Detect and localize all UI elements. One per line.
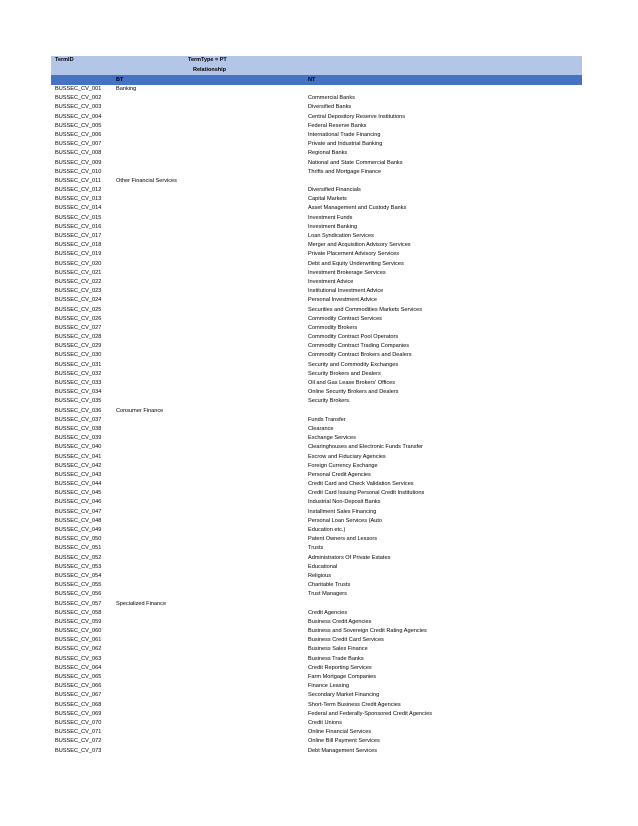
term-id-cell: BUSSEC_CV_050 xyxy=(55,536,102,543)
term-id-cell: BUSSEC_CV_067 xyxy=(55,692,102,699)
table-row xyxy=(51,600,582,609)
nt-cell: Debt Management Services xyxy=(308,747,378,754)
nt-cell: Charitable Trusts xyxy=(308,582,351,589)
nt-cell: Commodity Contract Brokers and Dealers xyxy=(308,352,412,359)
term-id-cell: BUSSEC_CV_044 xyxy=(55,481,102,488)
table-row xyxy=(51,544,582,553)
nt-cell: Credit Card and Check Validation Services xyxy=(308,481,414,488)
term-id-cell: BUSSEC_CV_045 xyxy=(55,490,102,497)
table-row xyxy=(51,618,582,627)
term-id-cell: BUSSEC_CV_058 xyxy=(55,609,102,616)
nt-cell: Escrow and Fiduciary Agencies xyxy=(308,453,386,460)
table-row xyxy=(51,517,582,526)
table-row xyxy=(51,554,582,563)
term-id-cell: BUSSEC_CV_054 xyxy=(55,572,102,579)
nt-cell: Commodity Contract Services xyxy=(308,315,382,322)
nt-cell: Installment Sales Financing xyxy=(308,508,377,515)
bt-cell: Banking xyxy=(116,86,137,92)
term-id-cell: BUSSEC_CV_038 xyxy=(55,425,102,432)
nt-cell: Credit Reporting Services xyxy=(308,664,372,671)
table-row xyxy=(51,287,582,296)
table-row xyxy=(51,655,582,664)
term-id-cell: BUSSEC_CV_020 xyxy=(55,260,102,267)
nt-header: NT xyxy=(308,77,316,83)
term-id-cell: BUSSEC_CV_009 xyxy=(55,159,102,166)
nt-cell: Trusts xyxy=(308,545,324,552)
term-id-cell: BUSSEC_CV_010 xyxy=(55,168,102,175)
term-id-cell: BUSSEC_CV_056 xyxy=(55,591,102,598)
nt-cell: Private and Industrial Banking xyxy=(308,141,383,148)
table-row xyxy=(51,535,582,544)
nt-cell: Business Sales Finance xyxy=(308,646,368,653)
nt-cell: Credit Card Issuing Personal Credit Institutions xyxy=(308,490,425,497)
table-row xyxy=(51,719,582,728)
nt-cell: Regional Banks xyxy=(308,150,348,157)
nt-cell: Debt and Equity Underwriting Services xyxy=(308,260,404,267)
nt-cell: Commodity Brokers xyxy=(308,324,358,331)
term-id-cell: BUSSEC_CV_055 xyxy=(55,582,102,589)
term-id-cell: BUSSEC_CV_052 xyxy=(55,554,102,561)
nt-cell: Investment Brokerage Services xyxy=(308,269,386,276)
term-id-cell: BUSSEC_CV_047 xyxy=(55,508,102,515)
nt-cell: Short-Term Business Credit Agencies xyxy=(308,701,401,708)
nt-cell: Credit Agencies xyxy=(308,609,348,616)
nt-cell: Capital Markets xyxy=(308,196,347,203)
nt-cell: Business Credit Card Services xyxy=(308,637,384,644)
term-id-cell: BUSSEC_CV_039 xyxy=(55,435,102,442)
bt-cell: Consumer Finance xyxy=(116,407,164,414)
term-id-cell: BUSSEC_CV_070 xyxy=(55,719,102,726)
table-row xyxy=(51,563,582,572)
nt-cell: Institutional Investment Advice xyxy=(308,288,384,295)
nt-cell: Industrial Non-Deposit Banks xyxy=(308,499,381,506)
table-row xyxy=(51,590,582,599)
table-row xyxy=(51,85,582,94)
table-row xyxy=(51,645,582,654)
nt-cell: Investment Funds xyxy=(308,214,353,221)
table-row xyxy=(51,342,582,351)
table-row xyxy=(51,489,582,498)
table-row xyxy=(51,627,582,636)
termtype-header: TermType = PT xyxy=(188,57,227,63)
term-id-cell: BUSSEC_CV_008 xyxy=(55,150,102,157)
table-row xyxy=(51,581,582,590)
relationship-header: Relationship xyxy=(193,67,227,73)
table-row xyxy=(51,260,582,269)
term-id-cell: BUSSEC_CV_043 xyxy=(55,471,102,478)
nt-cell: National and State Commercial Banks xyxy=(308,159,403,166)
nt-cell: Funds Transfer xyxy=(308,416,346,423)
table-row xyxy=(51,691,582,700)
term-id-cell: BUSSEC_CV_041 xyxy=(55,453,102,460)
table-row xyxy=(51,682,582,691)
nt-cell: Online Security Brokers and Dealers xyxy=(308,389,399,396)
term-id-cell: BUSSEC_CV_029 xyxy=(55,343,102,350)
nt-cell: Business Trade Banks xyxy=(308,655,364,662)
term-id-cell: BUSSEC_CV_033 xyxy=(55,380,102,386)
table-row xyxy=(51,232,582,241)
nt-cell: Central Depository Reserve Institutions xyxy=(308,113,406,120)
term-id-cell: BUSSEC_CV_051 xyxy=(55,545,102,552)
term-id-cell: BUSSEC_CV_013 xyxy=(55,196,102,203)
term-id-cell: BUSSEC_CV_032 xyxy=(55,370,102,377)
table-row xyxy=(51,728,582,737)
term-id-cell: BUSSEC_CV_042 xyxy=(55,462,102,469)
term-id-cell: BUSSEC_CV_004 xyxy=(55,113,102,120)
table-row xyxy=(51,168,582,177)
term-id-cell: BUSSEC_CV_061 xyxy=(55,637,102,644)
table-row xyxy=(51,397,582,406)
nt-cell: Oil and Gas Lease Brokers' Offices xyxy=(308,380,396,386)
table-row xyxy=(51,710,582,719)
table-row xyxy=(51,425,582,434)
term-id-cell: BUSSEC_CV_002 xyxy=(55,95,102,102)
table-row xyxy=(51,306,582,315)
term-id-cell: BUSSEC_CV_036 xyxy=(55,407,102,414)
nt-cell: Online Financial Services xyxy=(308,729,372,736)
table-row xyxy=(51,407,582,416)
table-row xyxy=(51,673,582,682)
term-id-cell: BUSSEC_CV_034 xyxy=(55,389,102,396)
table-row xyxy=(51,149,582,158)
term-id-cell: BUSSEC_CV_068 xyxy=(55,701,102,708)
nt-cell: Personal Loan Services (Auto xyxy=(308,517,383,524)
nt-cell: Federal and Federally-Sponsored Credit Agencies xyxy=(308,710,433,717)
table-row xyxy=(51,370,582,379)
table-row xyxy=(51,140,582,149)
bt-cell: Specialized Finance xyxy=(116,600,167,607)
term-id-cell: BUSSEC_CV_015 xyxy=(55,214,102,221)
nt-cell: Patent Owners and Lessors xyxy=(308,536,378,543)
term-id-cell: BUSSEC_CV_012 xyxy=(55,187,102,194)
table-row xyxy=(51,508,582,517)
table-row xyxy=(51,186,582,195)
nt-cell: Diversified Banks xyxy=(308,104,352,111)
term-id-cell: BUSSEC_CV_027 xyxy=(55,324,102,331)
nt-cell: Credit Unions xyxy=(308,719,342,726)
table-row xyxy=(51,609,582,618)
nt-cell: Trust Managers xyxy=(308,591,347,598)
term-id-cell: BUSSEC_CV_023 xyxy=(55,288,102,295)
term-id-cell: BUSSEC_CV_001 xyxy=(55,86,102,92)
nt-cell: Asset Management and Custody Banks xyxy=(308,205,407,212)
nt-cell: Diversified Financials xyxy=(308,187,361,194)
nt-cell: Educational xyxy=(308,563,338,570)
nt-cell: Farm Mortgage Companies xyxy=(308,674,377,680)
table-row xyxy=(51,131,582,140)
term-id-cell: BUSSEC_CV_046 xyxy=(55,499,102,506)
nt-cell: Personal Investment Advice xyxy=(308,297,378,304)
nt-cell: Business and Sovereign Credit Rating Agencies xyxy=(308,628,427,635)
header-row-3 xyxy=(51,75,582,85)
term-id-cell: BUSSEC_CV_014 xyxy=(55,205,102,212)
term-id-cell: BUSSEC_CV_007 xyxy=(55,141,102,148)
term-id-cell: BUSSEC_CV_016 xyxy=(55,223,102,230)
table-row xyxy=(51,214,582,223)
thesaurus-table xyxy=(51,56,582,756)
table-row xyxy=(51,526,582,535)
nt-cell: Administrators Of Private Estates xyxy=(308,554,391,561)
nt-cell: Commercial Banks xyxy=(308,95,355,102)
term-id-cell: BUSSEC_CV_031 xyxy=(55,361,102,368)
table-row xyxy=(51,434,582,443)
nt-cell: Foreign Currency Exchange xyxy=(308,462,378,469)
nt-cell: Clearance xyxy=(308,425,334,432)
table-row xyxy=(51,480,582,489)
nt-cell: Clearinghouses and Electronic Funds Transfer xyxy=(308,444,424,451)
nt-cell: Education etc.) xyxy=(308,527,346,533)
table-row xyxy=(51,747,582,756)
table-row xyxy=(51,296,582,305)
table-row xyxy=(51,278,582,287)
table-row xyxy=(51,471,582,480)
table-row xyxy=(51,122,582,131)
nt-cell: Business Credit Agencies xyxy=(308,618,372,625)
bt-header: BT xyxy=(116,77,124,83)
term-id-cell: BUSSEC_CV_072 xyxy=(55,738,102,745)
term-id-cell: BUSSEC_CV_066 xyxy=(55,683,102,690)
nt-cell: Online Bill Payment Services xyxy=(308,738,380,745)
term-id-cell: BUSSEC_CV_064 xyxy=(55,664,102,671)
table-row xyxy=(51,195,582,204)
term-id-cell: BUSSEC_CV_024 xyxy=(55,297,102,304)
nt-cell: International Trade Financing xyxy=(308,131,381,138)
nt-cell: Securities and Commodities Markets Services xyxy=(308,306,423,313)
term-id-cell: BUSSEC_CV_035 xyxy=(55,398,102,405)
nt-cell: Finance Leasing xyxy=(308,683,350,690)
nt-cell: Merger and Acquisition Advisory Services xyxy=(308,242,411,249)
header-row-1 xyxy=(51,56,582,65)
termid-header: TermID xyxy=(55,57,74,63)
nt-cell: Thrifts and Mortgage Finance xyxy=(308,168,382,175)
nt-cell: Commodity Contract Pool Operators xyxy=(308,334,399,341)
term-id-cell: BUSSEC_CV_049 xyxy=(55,527,102,533)
term-id-cell: BUSSEC_CV_006 xyxy=(55,131,102,138)
term-id-cell: BUSSEC_CV_040 xyxy=(55,444,102,451)
table-row xyxy=(51,204,582,213)
term-id-cell: BUSSEC_CV_060 xyxy=(55,628,102,635)
term-id-cell: BUSSEC_CV_048 xyxy=(55,517,102,524)
nt-cell: Commodity Contract Trading Companies xyxy=(308,343,410,350)
table-row xyxy=(51,113,582,122)
nt-cell: Loan Syndication Services xyxy=(308,233,374,239)
table-row xyxy=(51,315,582,324)
term-id-cell: BUSSEC_CV_063 xyxy=(55,655,102,662)
table-row xyxy=(51,498,582,507)
table-row xyxy=(51,177,582,186)
term-id-cell: BUSSEC_CV_059 xyxy=(55,618,102,625)
table-body xyxy=(51,85,582,756)
nt-cell: Personal Credit Agencies xyxy=(308,471,371,478)
nt-cell: Investment Advice xyxy=(308,278,354,285)
term-id-cell: BUSSEC_CV_062 xyxy=(55,646,102,653)
table-row xyxy=(51,737,582,746)
table-row xyxy=(51,636,582,645)
table-row xyxy=(51,388,582,397)
table-row xyxy=(51,333,582,342)
term-id-cell: BUSSEC_CV_022 xyxy=(55,278,102,285)
nt-cell: Investment Banking xyxy=(308,223,358,230)
term-id-cell: BUSSEC_CV_030 xyxy=(55,352,102,359)
table-row xyxy=(51,462,582,471)
table-row xyxy=(51,379,582,388)
table-row xyxy=(51,223,582,232)
term-id-cell: BUSSEC_CV_071 xyxy=(55,729,102,736)
header-row-2 xyxy=(51,65,582,75)
nt-cell: Security Brokers and Dealers xyxy=(308,370,381,377)
table-row xyxy=(51,416,582,425)
term-id-cell: BUSSEC_CV_003 xyxy=(55,104,102,111)
table-row xyxy=(51,241,582,250)
nt-cell: Religious xyxy=(308,572,332,579)
term-id-cell: BUSSEC_CV_017 xyxy=(55,233,102,239)
table-row xyxy=(51,572,582,581)
term-id-cell: BUSSEC_CV_018 xyxy=(55,242,102,249)
table-row xyxy=(51,324,582,333)
table-row xyxy=(51,250,582,259)
table-row xyxy=(51,103,582,112)
table-row xyxy=(51,664,582,673)
table-row xyxy=(51,269,582,278)
term-id-cell: BUSSEC_CV_005 xyxy=(55,122,102,129)
nt-cell: Security Brokers. xyxy=(308,398,351,405)
term-id-cell: BUSSEC_CV_019 xyxy=(55,251,102,258)
nt-cell: Private Placement Advisory Services xyxy=(308,251,400,258)
term-id-cell: BUSSEC_CV_021 xyxy=(55,269,102,276)
term-id-cell: BUSSEC_CV_037 xyxy=(55,416,102,423)
table-row xyxy=(51,351,582,360)
term-id-cell: BUSSEC_CV_026 xyxy=(55,315,102,322)
term-id-cell: BUSSEC_CV_028 xyxy=(55,334,102,341)
table-row xyxy=(51,453,582,462)
table-row xyxy=(51,701,582,710)
term-id-cell: BUSSEC_CV_053 xyxy=(55,563,102,570)
table-row xyxy=(51,443,582,452)
nt-cell: Federal Reserve Banks xyxy=(308,122,367,129)
nt-cell: Secondary Market Financing xyxy=(308,692,380,699)
term-id-cell: BUSSEC_CV_025 xyxy=(55,306,102,313)
table-row xyxy=(51,94,582,103)
term-id-cell: BUSSEC_CV_065 xyxy=(55,674,102,680)
table-row xyxy=(51,361,582,370)
nt-cell: Exchange Services xyxy=(308,435,356,442)
nt-cell: Security and Commodity Exchanges xyxy=(308,361,399,368)
term-id-cell: BUSSEC_CV_073 xyxy=(55,747,102,754)
term-id-cell: BUSSEC_CV_011 xyxy=(55,177,101,184)
table-row xyxy=(51,159,582,168)
term-id-cell: BUSSEC_CV_057 xyxy=(55,600,102,607)
bt-cell: Other Financial Services xyxy=(116,177,177,184)
term-id-cell: BUSSEC_CV_069 xyxy=(55,710,102,717)
